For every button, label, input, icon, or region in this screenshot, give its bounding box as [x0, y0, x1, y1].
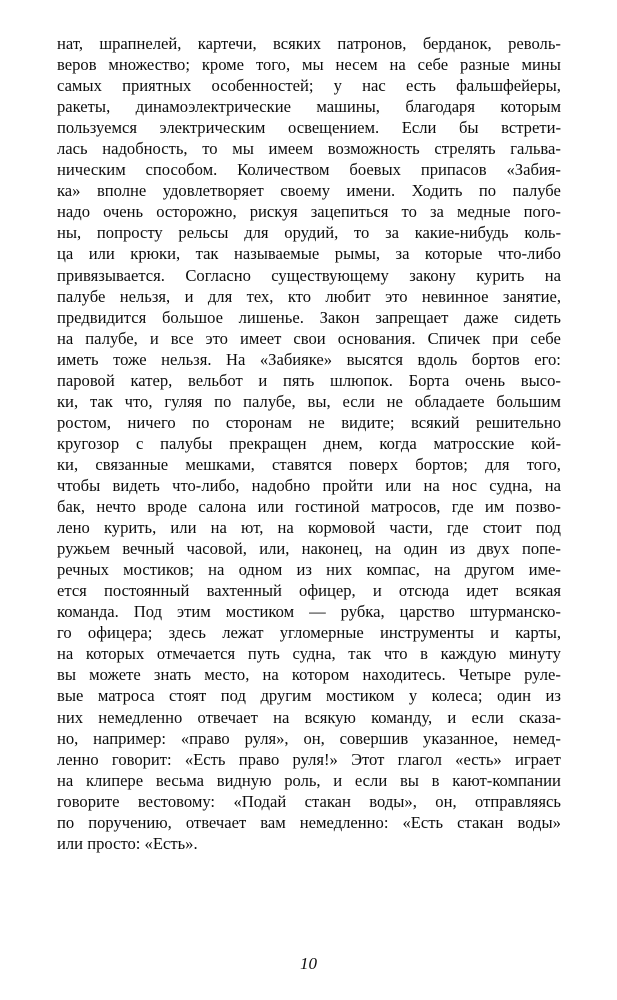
text-line: вые матроса стоят под другим мостиком у колеса; один из: [57, 686, 561, 706]
text-line: го офицера; здесь лежат угломерные инструменты и карты,: [57, 623, 561, 643]
text-line: иметь тоже нельзя. На «Забияке» высятся вдоль бортов его:: [57, 349, 561, 369]
text-line: речных мостиков; на одном из них компас, на другом име-: [57, 560, 561, 580]
text-line: или просто: «Есть».: [57, 833, 198, 853]
text-line: на которых отмечается путь судна, так что в каждую минуту: [57, 644, 561, 664]
text-line: лено курить, или на ют, на кормовой части, где стоит под: [57, 518, 561, 538]
text-line: вы можете знать место, на котором находитесь. Четыре руле-: [57, 665, 561, 685]
text-line: по поручению, отвечает вам немедленно: «Есть стакан воды»: [57, 812, 561, 832]
text-line: самых приятных особенностей; у нас есть фальшфейеры,: [57, 76, 561, 96]
text-line: ки, связанные мешками, ставятся поверх бортов; для того,: [57, 454, 561, 474]
body-paragraph: [57, 33, 561, 854]
text-line: ническим способом. Количеством боевых припасов «Забия-: [57, 160, 561, 180]
text-line: ростом, ничего по сторонам не видите; всякий решительно: [57, 412, 561, 432]
text-line: ется постоянный вахтенный офицер, и отсюда идет всякая: [57, 581, 561, 601]
text-line: веров множество; кроме того, мы несем на себе разные мины: [57, 55, 561, 75]
text-line: пользуемся электрическим освещением. Если бы встрети-: [57, 118, 561, 138]
text-line: них немедленно отвечает на всякую команду, и если сказа-: [57, 707, 561, 727]
text-line: ленно говорит: «Есть право руля!» Этот глагол «есть» играет: [57, 749, 561, 769]
text-line: ны, попросту рельсы для орудий, то за какие-нибудь коль-: [57, 223, 561, 243]
text-line: бак, нечто вроде салона или гостиной матросов, где им позво-: [57, 497, 561, 517]
text-line: паровой катер, вельбот и пять шлюпок. Борта очень высо-: [57, 370, 561, 390]
text-line: чтобы видеть что-либо, надобно пройти или на нос судна, на: [57, 475, 561, 495]
text-line: кругозор с палубы прекращен днем, когда матросские кой-: [57, 433, 561, 453]
text-line: ца или крюки, так называемые рымы, за которые что-либо: [57, 244, 561, 264]
text-line: ка» вполне удовлетворяет своему имени. Ходить по палубе: [57, 181, 561, 201]
text-line: палубе нельзя, и для тех, кто любит это невинное занятие,: [57, 286, 561, 306]
text-line: ки, так что, гуляя по палубе, вы, если не обладаете большим: [57, 391, 561, 411]
text-line: но, например: «право руля», он, совершив указанное, немед-: [57, 728, 561, 748]
text-line: нат, шрапнелей, картечи, всяких патронов, берданок, револь-: [57, 34, 561, 53]
text-line: надо очень осторожно, рискуя зацепиться то за медные пого-: [57, 202, 561, 222]
page-number: 10: [300, 954, 317, 973]
text-line: ракеты, динамоэлектрические машины, благодаря которым: [57, 97, 561, 117]
text-line: лась надобность, то мы имеем возможность стрелять гальва-: [57, 139, 561, 159]
text-line: ружьем вечный часовой, или, наконец, на один из двух попе-: [57, 539, 561, 559]
text-line: говорите вестовому: «Подай стакан воды», он, отправляясь: [57, 791, 561, 811]
text-line: команда. Под этим мостиком — рубка, царство штурманско-: [57, 602, 561, 622]
text-line: на клипере весьма видную роль, и если вы в кают-компании: [57, 770, 561, 790]
text-line: на палубе, и все это имеет свои основания. Спичек при себе: [57, 328, 561, 348]
text-line: предвидится большое лишенье. Закон запрещает даже сидеть: [57, 307, 561, 327]
text-line: привязывается. Согласно существующему закону курить на: [57, 265, 561, 285]
